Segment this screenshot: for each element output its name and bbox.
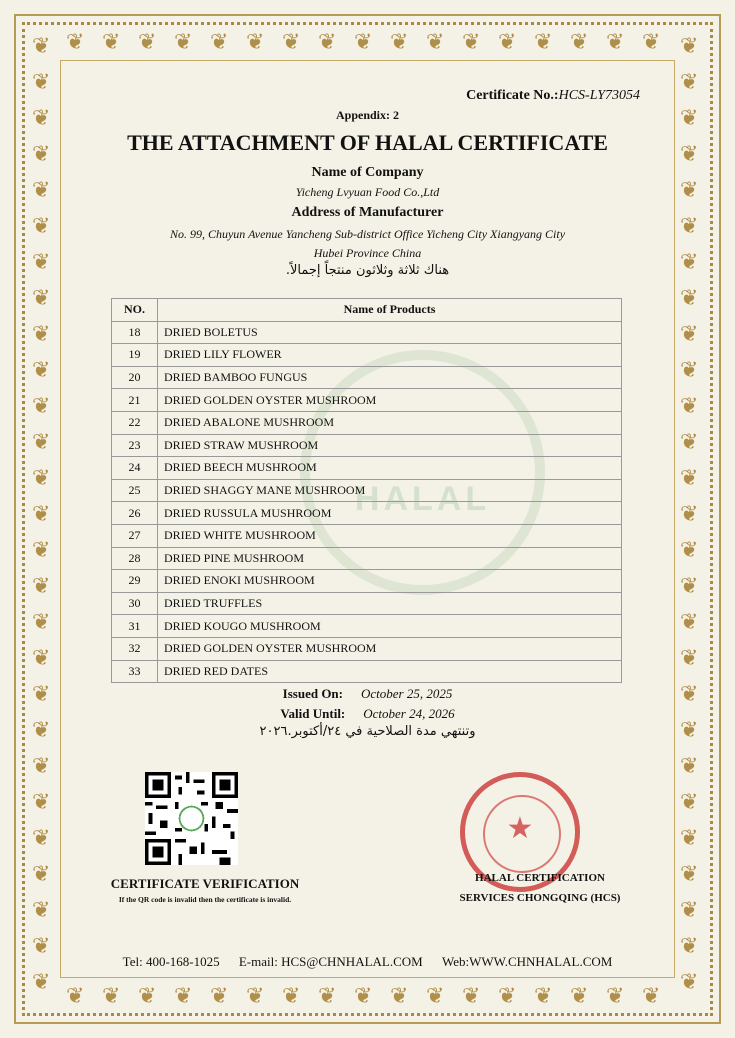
- table-row: [112, 637, 622, 660]
- ornament-icon: ❦: [680, 682, 699, 707]
- verification-title: CERTIFICATE VERIFICATION: [110, 876, 300, 891]
- ornament-icon: ❦: [32, 178, 51, 203]
- ornament-icon: ❦: [642, 30, 661, 55]
- issued-on-label: Issued On:: [282, 686, 343, 701]
- row-number: 27: [112, 524, 158, 547]
- ornament-icon: ❦: [318, 30, 337, 55]
- contact-web[interactable]: Web:WWW.CHNHALAL.COM: [441, 954, 613, 969]
- ornament-icon: ❦: [174, 984, 193, 1009]
- ornament-icon: ❦: [680, 826, 699, 851]
- table-row: [112, 502, 622, 525]
- ornament-icon: ❦: [498, 30, 517, 55]
- certificate-number-label: Certificate No.:: [466, 88, 559, 103]
- ornament-icon: ❦: [102, 30, 121, 55]
- certificate-number: [466, 88, 640, 104]
- contact-email[interactable]: E-mail: HCS@CHNHALAL.COM: [238, 954, 423, 969]
- ornament-icon: ❦: [32, 934, 51, 959]
- product-name: DRIED SHAGGY MANE MUSHROOM: [158, 479, 622, 502]
- ornament-icon: ❦: [32, 790, 51, 815]
- ornament-icon: ❦: [32, 70, 51, 95]
- certificate-number-value: HCS-LY73054: [558, 88, 640, 103]
- ornament-icon: ❦: [642, 984, 661, 1009]
- issuer-line-2: SERVICES CHONGQING (HCS): [459, 892, 621, 904]
- arabic-product-count: هناك ثلاثة وثلاثون منتجاً إجمالاً.: [285, 263, 450, 278]
- ornament-icon: ❦: [354, 30, 373, 55]
- ornament-icon: ❦: [318, 984, 337, 1009]
- table-header-row: [112, 299, 622, 322]
- arabic-validity: وتنتهي مدة الصلاحية في ٢٤/أكتوبر.٢٠٢٦: [259, 724, 476, 739]
- ornament-icon: ❦: [138, 30, 157, 55]
- ornament-icon: ❦: [32, 754, 51, 779]
- ornament-icon: ❦: [210, 984, 229, 1009]
- row-number: 24: [112, 457, 158, 480]
- page-title: THE ATTACHMENT OF HALAL CERTIFICATE: [127, 130, 608, 155]
- table-row: [112, 434, 622, 457]
- ornament-icon: ❦: [680, 502, 699, 527]
- product-name: DRIED RUSSULA MUSHROOM: [158, 502, 622, 525]
- row-number: 29: [112, 570, 158, 593]
- ornament-icon: ❦: [390, 30, 409, 55]
- ornament-icon: ❦: [32, 826, 51, 851]
- product-name: DRIED PINE MUSHROOM: [158, 547, 622, 570]
- ornament-icon: ❦: [32, 250, 51, 275]
- product-name: DRIED ABALONE MUSHROOM: [158, 411, 622, 434]
- row-number: 25: [112, 479, 158, 502]
- ornament-icon: ❦: [390, 984, 409, 1009]
- ornament-icon: ❦: [32, 646, 51, 671]
- company-label: Name of Company: [311, 165, 424, 180]
- ornament-icon: ❦: [534, 30, 553, 55]
- row-number: 28: [112, 547, 158, 570]
- ornament-icon: ❦: [606, 984, 625, 1009]
- ornament-icon: ❦: [680, 214, 699, 239]
- ornament-icon: ❦: [32, 574, 51, 599]
- product-name: DRIED RED DATES: [158, 660, 622, 683]
- table-row: [112, 547, 622, 570]
- issued-on-value: October 25, 2025: [360, 686, 453, 701]
- address-label: Address of Manufacturer: [291, 205, 444, 220]
- ornament-icon: ❦: [32, 142, 51, 167]
- ornament-icon: ❦: [680, 34, 699, 59]
- table-row: [112, 344, 622, 367]
- valid-until-value: October 24, 2026: [363, 706, 455, 721]
- ornament-icon: ❦: [680, 430, 699, 455]
- contact-tel: Tel: 400-168-1025: [122, 954, 220, 969]
- product-name: DRIED KOUGO MUSHROOM: [158, 615, 622, 638]
- ornament-icon: ❦: [462, 984, 481, 1009]
- ornament-icon: ❦: [606, 30, 625, 55]
- ornament-icon: ❦: [680, 538, 699, 563]
- row-number: 26: [112, 502, 158, 525]
- row-number: 30: [112, 592, 158, 615]
- ornament-icon: ❦: [680, 178, 699, 203]
- address-line-1: No. 99, Chuyun Avenue Yancheng Sub-district Office Yicheng City Xiangyang City: [169, 227, 566, 241]
- ornament-icon: ❦: [32, 682, 51, 707]
- table-row: [112, 570, 622, 593]
- row-number: 18: [112, 321, 158, 344]
- ornament-icon: ❦: [680, 970, 699, 995]
- ornament-icon: ❦: [32, 502, 51, 527]
- products-table: [111, 298, 622, 683]
- row-number: 23: [112, 434, 158, 457]
- issuer-line-1: HALAL CERTIFICATION: [475, 872, 605, 884]
- row-number: 32: [112, 637, 158, 660]
- ornament-icon: ❦: [680, 286, 699, 311]
- table-row: [112, 524, 622, 547]
- table-row: [112, 479, 622, 502]
- table-row: [112, 660, 622, 683]
- company-name: Yicheng Lvyuan Food Co.,Ltd: [295, 185, 440, 199]
- ornament-icon: ❦: [680, 934, 699, 959]
- ornament-icon: ❦: [680, 250, 699, 275]
- valid-until-label: Valid Until:: [280, 706, 346, 721]
- ornament-icon: ❦: [32, 214, 51, 239]
- row-number: 20: [112, 366, 158, 389]
- table-row: [112, 321, 622, 344]
- ornament-icon: ❦: [66, 984, 85, 1009]
- valid-until: [0, 706, 735, 722]
- product-name: DRIED TRUFFLES: [158, 592, 622, 615]
- table-row: [112, 592, 622, 615]
- ornament-icon: ❦: [102, 984, 121, 1009]
- product-name: DRIED GOLDEN OYSTER MUSHROOM: [158, 389, 622, 412]
- ornament-icon: ❦: [680, 754, 699, 779]
- ornament-icon: ❦: [426, 984, 445, 1009]
- ornament-icon: ❦: [462, 30, 481, 55]
- ornament-icon: ❦: [32, 610, 51, 635]
- ornament-icon: ❦: [32, 430, 51, 455]
- contact-footer: [0, 954, 735, 970]
- ornament-icon: ❦: [680, 862, 699, 887]
- ornament-icon: ❦: [246, 984, 265, 1009]
- ornament-icon: ❦: [282, 30, 301, 55]
- row-number: 33: [112, 660, 158, 683]
- row-number: 19: [112, 344, 158, 367]
- row-number: 22: [112, 411, 158, 434]
- ornament-icon: ❦: [680, 466, 699, 491]
- ornament-icon: ❦: [680, 322, 699, 347]
- table-row: [112, 366, 622, 389]
- watermark-text: HALAL: [354, 480, 491, 518]
- ornament-icon: ❦: [680, 574, 699, 599]
- table-row: [112, 615, 622, 638]
- ornament-icon: ❦: [680, 106, 699, 131]
- address-line-2: Hubei Province China: [313, 246, 422, 260]
- ornament-icon: ❦: [32, 394, 51, 419]
- product-name: DRIED BOLETUS: [158, 321, 622, 344]
- ornament-icon: ❦: [498, 984, 517, 1009]
- ornament-icon: ❦: [32, 322, 51, 347]
- product-name: DRIED BAMBOO FUNGUS: [158, 366, 622, 389]
- product-name: DRIED ENOKI MUSHROOM: [158, 570, 622, 593]
- product-name: DRIED LILY FLOWER: [158, 344, 622, 367]
- verification-note: If the QR code is invalid then the certificate is invalid.: [118, 895, 292, 904]
- verification-qr-code[interactable]: [145, 772, 238, 865]
- ornament-icon: ❦: [174, 30, 193, 55]
- issued-on: [0, 686, 735, 702]
- ornament-icon: ❦: [32, 106, 51, 131]
- row-number: 21: [112, 389, 158, 412]
- ornament-icon: ❦: [680, 142, 699, 167]
- ornament-icon: ❦: [138, 984, 157, 1009]
- seal-star-icon: ★: [506, 811, 534, 846]
- ornament-icon: ❦: [66, 30, 85, 55]
- ornament-icon: ❦: [282, 984, 301, 1009]
- ornament-icon: ❦: [680, 610, 699, 635]
- ornament-icon: ❦: [32, 970, 51, 995]
- ornament-icon: ❦: [570, 984, 589, 1009]
- ornament-icon: ❦: [32, 466, 51, 491]
- appendix-label: Appendix: 2: [335, 108, 400, 122]
- issuer-name: [430, 868, 650, 908]
- table-row: [112, 411, 622, 434]
- ornament-icon: ❦: [32, 286, 51, 311]
- table-row: [112, 389, 622, 412]
- product-name: DRIED BEECH MUSHROOM: [158, 457, 622, 480]
- ornament-icon: ❦: [680, 790, 699, 815]
- row-number: 31: [112, 615, 158, 638]
- ornament-icon: ❦: [680, 646, 699, 671]
- product-name: DRIED WHITE MUSHROOM: [158, 524, 622, 547]
- ornament-icon: ❦: [246, 30, 265, 55]
- table-row: [112, 457, 622, 480]
- ornament-icon: ❦: [426, 30, 445, 55]
- ornament-icon: ❦: [534, 984, 553, 1009]
- ornament-icon: ❦: [680, 358, 699, 383]
- ornament-icon: ❦: [680, 394, 699, 419]
- ornament-icon: ❦: [32, 862, 51, 887]
- header-product-name: Name of Products: [158, 299, 622, 322]
- ornament-icon: ❦: [32, 538, 51, 563]
- ornament-icon: ❦: [32, 34, 51, 59]
- ornament-icon: ❦: [210, 30, 229, 55]
- ornament-icon: ❦: [570, 30, 589, 55]
- ornament-icon: ❦: [32, 718, 51, 743]
- product-name: DRIED GOLDEN OYSTER MUSHROOM: [158, 637, 622, 660]
- ornament-icon: ❦: [680, 718, 699, 743]
- product-name: DRIED STRAW MUSHROOM: [158, 434, 622, 457]
- ornament-icon: ❦: [32, 898, 51, 923]
- ornament-icon: ❦: [680, 70, 699, 95]
- ornament-icon: ❦: [32, 358, 51, 383]
- header-no: NO.: [112, 299, 158, 322]
- ornament-icon: ❦: [680, 898, 699, 923]
- ornament-icon: ❦: [354, 984, 373, 1009]
